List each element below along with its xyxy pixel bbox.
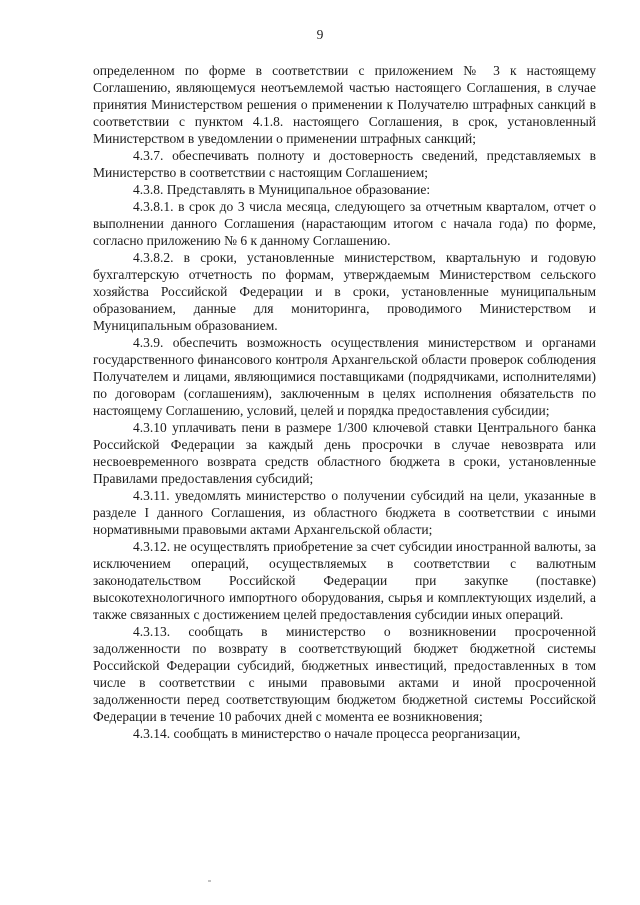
paragraph-4-3-14: 4.3.14. сообщать в министерство о начале процесса реорганизации,: [133, 726, 521, 741]
paragraph-4-3-7: 4.3.7. обеспечивать полноту и достоверность сведений, представляемых в Министерство в соответствии с настоящим Соглашением;: [93, 148, 596, 180]
document-body: [93, 62, 596, 742]
paragraph-4-3-8-2: 4.3.8.2. в сроки, установленные министерством, квартальную и годовую бухгалтерскую отчетность по формам, утверждаемым Министерством сельского хозяйства Российской Федерации и в сроки, установленные муниципальным образованием, данные для мониторинга, проводимого Министерством и Муниципальным образованием.: [93, 250, 596, 333]
paragraph-4-3-11: 4.3.11. уведомлять министерство о получении субсидий на цели, указанные в разделе I данного Соглашения, из областного бюджета в соответствии с иными нормативными правовыми актами Архангельской области;: [93, 488, 596, 537]
paragraph-continuation: определенном по форме в соответствии с приложением № 3 к настоящему Соглашению, являющемуся неотъемлемой частью настоящего Соглашения, в случае принятия Министерством решения о применении к Получателю штрафных санкций в соответствии с пунктом 4.1.8. настоящего Соглашения, в срок, установленный Министерством в уведомлении о применении штрафных санкций;: [93, 63, 596, 146]
paragraph-4-3-12: 4.3.12. не осуществлять приобретение за счет субсидии иностранной валюты, за исключением операций, осуществляемых в соответствии с валютным законодательством Российской Федерации при закупке (поставке) высокотехнологичного импортного оборудования, сырья и комплектующих изделий, а также связанных с достижением целей предоставления субсидии иных операций.: [93, 539, 596, 622]
scan-artifact-dot: [208, 880, 211, 882]
paragraph-4-3-8: 4.3.8. Представлять в Муниципальное образование:: [133, 182, 431, 197]
page-number: 9: [316, 27, 324, 42]
paragraph-4-3-8-1: 4.3.8.1. в срок до 3 числа месяца, следующего за отчетным кварталом, отчет о выполнении данного Соглашения (нарастающим итогом с начала года) по форме, согласно приложению № 6 к данному Соглашению.: [93, 199, 596, 248]
paragraph-4-3-13: 4.3.13. сообщать в министерство о возникновении просроченной задолженности по возврату в соответствующий бюджет бюджетной системы Российской Федерации субсидий, бюджетных инвестиций, предоставленных в том числе в соответствии с иными правовыми актами и иной просроченной задолженности перед соответствующим бюджетом бюджетной системы Российской Федерации в течение 10 рабочих дней с момента ее возникновения;: [93, 624, 596, 724]
paragraph-4-3-10: 4.3.10 уплачивать пени в размере 1/300 ключевой ставки Центрального банка Российской Федерации за каждый день просрочки в случае невозврата или несвоевременного возврата средств областного бюджета в сроки, установленные Правилами предоставления субсидий;: [93, 420, 596, 486]
paragraph-4-3-9: 4.3.9. обеспечить возможность осуществления министерством и органами государственного финансового контроля Архангельской области проверок соблюдения Получателем и лицами, являющимися поставщиками (подрядчиками, исполнителями) по договорам (соглашениям), заключенным в целях исполнения обязательств по настоящему Соглашению, условий, целей и порядка предоставления субсидии;: [93, 335, 596, 418]
